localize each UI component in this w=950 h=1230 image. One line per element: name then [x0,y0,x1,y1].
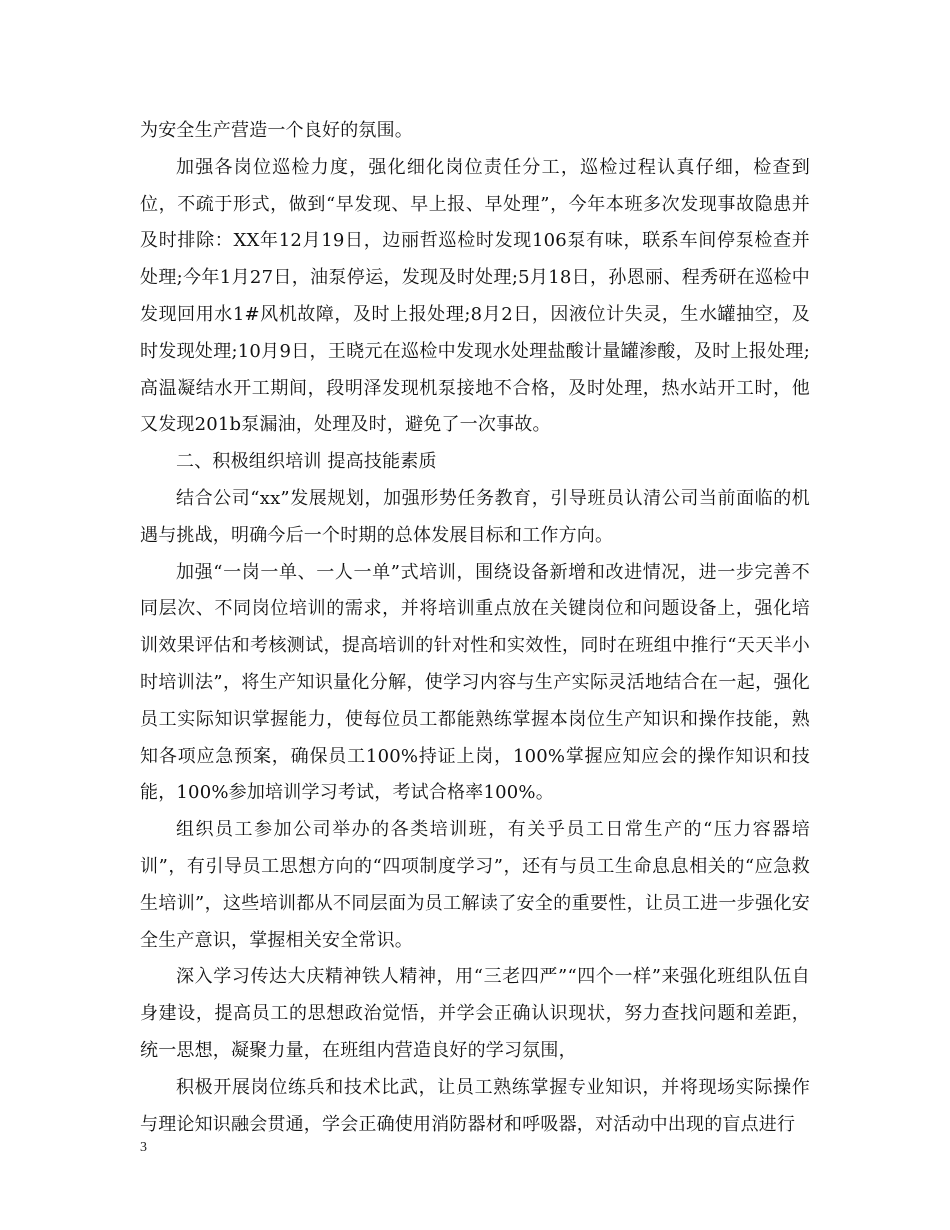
paragraph-2: 加强各岗位巡检力度，强化细化岗位责任分工，巡检过程认真仔细，检查到位，不疏于形式，做到“早发现、早上报、早处理”，今年本班多次发现事故隐患并及时排除：XX年12月19日，边丽哲巡检时发现106泵有味，联系车间停泵检查并处理;今年1月27日，油泵停运，发现及时处理;5月18日，孙恩丽、程秀研在巡检中发现回用水1#风机故障，及时上报处理;8月2日，因液位计失灵，生水罐抽空，及时发现处理;10月9日，王晓元在巡检中发现水处理盐酸计量罐渗酸，及时上报处理;高温凝结水开工期间，段明泽发现机泵接地不合格，及时处理，热水站开工时，他又发现201b泵漏油，处理及时，避免了一次事故。 [140,156,810,436]
paragraph-5: 组织员工参加公司举办的各类培训班，有关乎员工日常生产的“压力容器培训”，有引导员工思想方向的“四项制度学习”，还有与员工生命息息相关的“应急救生培训”，这些培训都从不同层面为员工解读了安全的重要性，让员工进一步强化安全生产意识，掌握相关安全常识。 [140,819,810,951]
paragraph-6: 深入学习传达大庆精神铁人精神，用“三老四严”“四个一样”来强化班组队伍自身建设，提高员工的思想政治觉悟，并学会正确认识现状，努力查找问题和差距，统一思想，凝聚力量，在班组内营造良好的学习氛围， [140,966,810,1061]
paragraph-3: 结合公司“xx”发展规划，加强形势任务教育，引导班员认清公司当前面临的机遇与挑战，明确今后一个时期的总体发展目标和工作方向。 [140,487,810,546]
paragraph-4: 加强“一岗一单、一人一单”式培训，围绕设备新增和改进情况，进一步完善不同层次、不同岗位培训的需求，并将培训重点放在关键岗位和问题设备上，强化培训效果评估和考核测试，提高培训的针对性和实效性，同时在班组中推行“天天半小时培训法”，将生产知识量化分解，使学习内容与生产实际灵活地结合在一起，强化员工实际知识掌握能力，使每位员工都能熟练掌握本岗位生产知识和操作技能，熟知各项应急预案，确保员工100%持证上岗，100%掌握应知应会的操作知识和技能，100%参加培训学习考试，考试合格率100%。 [140,561,810,804]
document-body [140,113,810,1143]
page-number: 3 [140,1140,147,1155]
paragraph-7: 积极开展岗位练兵和技术比武，让员工熟练掌握专业知识，并将现场实际操作与理论知识融会贯通，学会正确使用消防器材和呼吸器，对活动中出现的盲点进行 [140,1076,810,1135]
paragraph-1: 为安全生产营造一个良好的氛围。 [140,120,413,141]
section-heading: 二、积极组织培训 提高技能素质 [176,451,437,473]
